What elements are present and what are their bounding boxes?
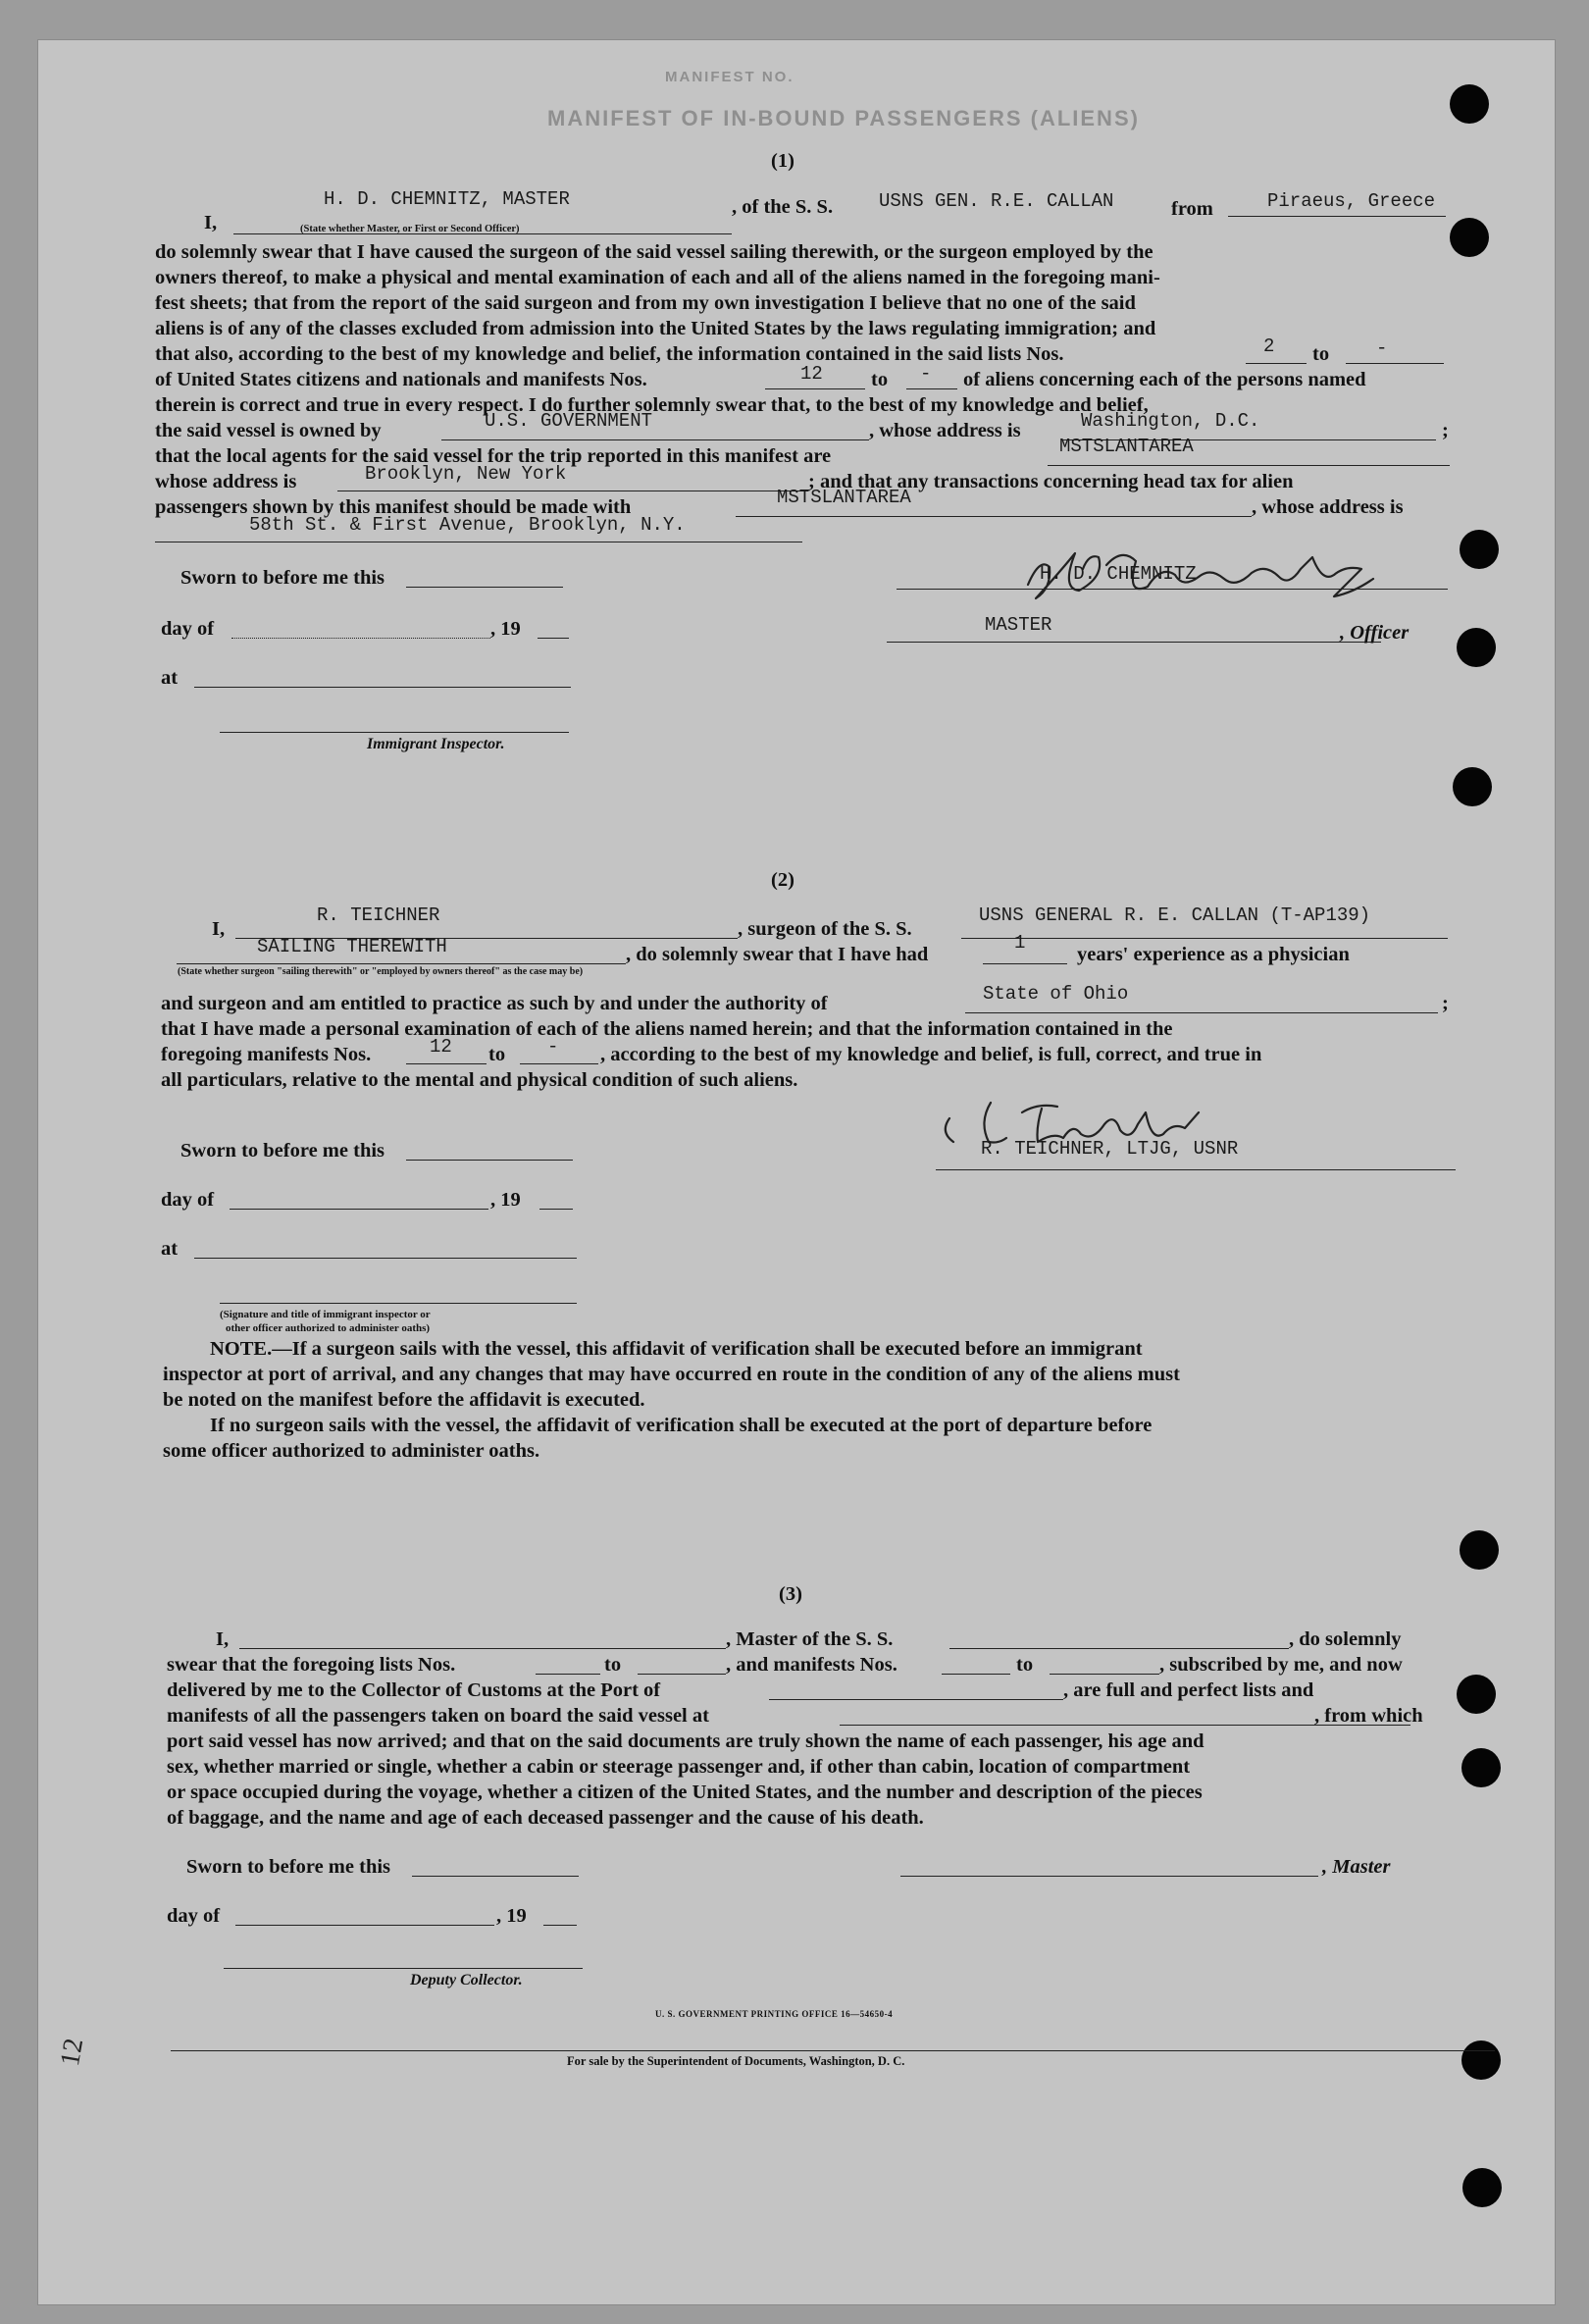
s2-manifests-from-line (406, 1063, 487, 1064)
inspector-label: Immigrant Inspector. (367, 736, 505, 752)
inspector-line (220, 732, 569, 733)
s3-lists-to-line (638, 1674, 726, 1675)
s3-full-perfect: , are full and perfect lists and (1063, 1679, 1314, 1701)
note-line-3: be noted on the manifest before the affidavit is executed. (163, 1389, 645, 1411)
s3-master-of: , Master of the S. S. (726, 1628, 894, 1650)
section-3-i: I, (216, 1628, 230, 1650)
note-para2-line-1: If no surgeon sails with the vessel, the affidavit of verification shall be executed at the port of departure before (210, 1415, 1153, 1436)
s2-sworn-label: Sworn to before me this (180, 1140, 385, 1162)
punch-hole (1461, 2040, 1501, 2080)
agents-line (1048, 465, 1450, 466)
s1-line-7: therein is correct and true in every respect. I do further solemnly swear that, to the best of my knowledge and belief, (155, 394, 1149, 416)
punch-hole (1450, 218, 1489, 257)
s3-solemnly: , do solemnly (1289, 1628, 1402, 1650)
section-1-i: I, (204, 212, 218, 233)
owner-address-label: , whose address is (869, 420, 1021, 441)
s2-inspector-line (220, 1303, 577, 1304)
s1-day-label: day of (161, 618, 215, 640)
surgeon-of-label: , surgeon of the S. S. (738, 918, 912, 940)
ghost-manifest-title: MANIFEST OF IN-BOUND PASSENGERS (ALIENS) (547, 106, 1140, 130)
lists-to-label: to (1312, 343, 1330, 365)
s3-name-line (239, 1648, 726, 1649)
printing-office: U. S. GOVERNMENT PRINTING OFFICE 16—54650-4 (655, 2009, 894, 2019)
s2-line-4a: foregoing manifests Nos. (161, 1044, 372, 1065)
s3-year-label: , 19 (496, 1905, 527, 1927)
s1-line-1: do solemnly swear that I have caused the surgeon of the said vessel sailing therewith, or the surgeon employed by the (155, 241, 1153, 263)
years-line (983, 963, 1067, 964)
officer-title-value: MASTER (985, 614, 1052, 636)
s1-at-line (194, 687, 571, 688)
s3-line-8: of baggage, and the name and age of each deceased passenger and the cause of his death. (167, 1807, 924, 1829)
head-tax-agent-value: MSTSLANTAREA (777, 487, 911, 508)
s2-at-label: at (161, 1238, 179, 1260)
officer-title-line (887, 642, 1381, 643)
lists-to-line (1346, 363, 1444, 364)
section-2-i: I, (212, 918, 226, 940)
owner-value: U.S. GOVERNMENT (485, 410, 653, 432)
s3-manifests-to-line (1050, 1674, 1159, 1675)
s2-day-label: day of (161, 1189, 215, 1211)
s2-sig-note-1: (Signature and title of immigrant inspector or (220, 1309, 431, 1320)
s3-and-manifests: , and manifests Nos. (726, 1654, 897, 1676)
footer-rule (171, 2050, 1495, 2051)
s1-line-2: owners thereof, to make a physical and mental examination of each and all of the aliens named in the foregoing mani- (155, 267, 1160, 288)
punch-hole (1457, 1675, 1496, 1714)
agents-address-value: Brooklyn, New York (365, 463, 567, 485)
surgeon-typed-name: R. TEICHNER, LTJG, USNR (981, 1138, 1239, 1160)
note-para2-line-2: some officer authorized to administer oaths. (163, 1440, 540, 1462)
owner-semicolon: ; (1442, 420, 1449, 441)
s2-line-4b: , according to the best of my knowledge and belief, is full, correct, and true in (600, 1044, 1262, 1065)
manifests-to-line (906, 388, 957, 389)
s3-year-line (543, 1925, 577, 1926)
punch-hole (1462, 2168, 1502, 2207)
officer-label: , Officer (1340, 622, 1410, 644)
s3-day-label: day of (167, 1905, 221, 1927)
s2-sworn-line (406, 1160, 573, 1161)
s3-manifests-from-line (942, 1674, 1010, 1675)
lists-to-value: - (1376, 337, 1388, 359)
s3-lists-from-line (536, 1674, 600, 1675)
punch-hole (1450, 84, 1489, 124)
s1-year-label: , 19 (490, 618, 521, 640)
punch-hole (1453, 767, 1492, 806)
s1-year-line (538, 638, 569, 639)
surgeon-state-note: (State whether surgeon "sailing therewith" or "employed by owners thereof" as the case may be) (178, 966, 584, 977)
sailing-value: SAILING THEREWITH (257, 936, 447, 957)
lists-from-value: 2 (1263, 336, 1275, 357)
for-sale-note: For sale by the Superintendent of Documents, Washington, D. C. (567, 2054, 905, 2068)
margin-mark: 12 (54, 2036, 90, 2069)
s3-line-6: sex, whether married or single, whether a cabin or steerage passenger and, if other than cabin, location of compartment (167, 1756, 1191, 1778)
master-signature-line (897, 589, 1448, 590)
agents-label: that the local agents for the said vessel for the trip reported in this manifest are (155, 445, 832, 467)
agents-value: MSTSLANTAREA (1059, 436, 1194, 457)
punch-hole (1460, 1530, 1499, 1570)
s2-year-line (539, 1209, 573, 1210)
note-label: NOTE. (210, 1338, 273, 1360)
s3-manifests-to-label: to (1016, 1654, 1034, 1676)
master-name-value: H. D. CHEMNITZ, MASTER (324, 188, 570, 210)
s3-lists-to-label: to (604, 1654, 622, 1676)
s3-deputy-label: Deputy Collector. (410, 1972, 523, 1988)
s3-line-5: port said vessel has now arrived; and that on the said documents are truly shown the name of each passenger, his age and (167, 1730, 1205, 1752)
manifests-from-line (765, 388, 865, 389)
agents-address-label: whose address is (155, 471, 297, 492)
swear-label: , do solemnly swear that I have had (626, 944, 929, 965)
head-tax-agent-line (736, 516, 1252, 517)
from-label: from (1171, 198, 1213, 220)
s2-manifests-from-value: 12 (430, 1036, 452, 1058)
of-ss-label: , of the S. S. (732, 196, 834, 218)
s2-manifests-to-value: - (547, 1036, 559, 1058)
sailing-line (177, 963, 626, 964)
s1-at-label: at (161, 667, 179, 689)
s3-day-line (235, 1925, 494, 1926)
s3-sworn-label: Sworn to before me this (186, 1856, 391, 1878)
years-value: 1 (1014, 932, 1026, 954)
authority-value: State of Ohio (983, 983, 1129, 1005)
from-value: Piraeus, Greece (1267, 190, 1436, 212)
manifests-to-label: to (871, 369, 889, 390)
s3-delivered: delivered by me to the Collector of Customs at the Port of (167, 1679, 661, 1701)
s2-sig-note-2: other officer authorized to administer oaths) (226, 1322, 431, 1334)
punch-hole (1461, 1748, 1501, 1787)
s1-line-4: aliens is of any of the classes excluded from admission into the United States by the laws regulating immigration; and (155, 318, 1156, 339)
s1-line-6b: of aliens concerning each of the persons named (963, 369, 1366, 390)
s1-line-6: of United States citizens and nationals and manifests Nos. (155, 369, 647, 390)
manifest-page (37, 39, 1556, 2305)
s2-line-3: that I have made a personal examination of each of the aliens named herein; and that the information contained in the (161, 1018, 1173, 1040)
s3-manifests-all: manifests of all the passengers taken on board the said vessel at (167, 1705, 709, 1727)
head-tax-address-value: 58th St. & First Avenue, Brooklyn, N.Y. (249, 514, 686, 536)
punch-hole (1460, 530, 1499, 569)
section-3-number: (3) (779, 1583, 802, 1605)
s2-at-line (194, 1258, 577, 1259)
punch-hole (1457, 628, 1496, 667)
note-line-2: inspector at port of arrival, and any changes that may have occurred en route in the condition of any of the aliens must (163, 1364, 1180, 1385)
section-2-number: (2) (771, 869, 794, 891)
note-line-1: —If a surgeon sails with the vessel, this affidavit of verification shall be executed before an immigrant (272, 1338, 1143, 1360)
s3-deputy-line (224, 1968, 583, 1969)
s1-line-3: fest sheets; that from the report of the said surgeon and from my own investigation I believe that no one of the said (155, 292, 1136, 314)
s3-line-7: or space occupied during the voyage, whether a citizen of the United States, and the number and description of the pieces (167, 1782, 1203, 1803)
s2-day-line (230, 1209, 488, 1210)
passengers-line: passengers shown by this manifest should be made with (155, 496, 632, 518)
s3-vessel-line (949, 1648, 1289, 1649)
section-1-number: (1) (771, 150, 794, 172)
authority-semicolon: ; (1442, 993, 1449, 1014)
master-state-note: (State whether Master, or First or Second Officer) (300, 224, 520, 234)
s1-line-5: that also, according to the best of my knowledge and belief, the information contained in the said lists Nos. (155, 343, 1064, 365)
owned-label: the said vessel is owned by (155, 420, 382, 441)
s3-port-line (769, 1699, 1063, 1700)
authority-value-line (965, 1012, 1438, 1013)
s3-swear-lists: swear that the foregoing lists Nos. (167, 1654, 456, 1676)
owner-line (441, 439, 869, 440)
manifests-from-value: 12 (800, 363, 823, 385)
s3-master-label: , Master (1322, 1856, 1391, 1878)
surgeon-signature-line (936, 1169, 1456, 1170)
s2-line-5: all particulars, relative to the mental and physical condition of such aliens. (161, 1069, 798, 1091)
from-line (1228, 216, 1446, 217)
s1-sworn-label: Sworn to before me this (180, 567, 385, 589)
ghost-manifest-number: MANIFEST NO. (665, 69, 794, 85)
surgeon-vessel-value: USNS GENERAL R. E. CALLAN (T-AP139) (979, 904, 1371, 926)
years-label: years' experience as a physician (1077, 944, 1350, 965)
vessel-value: USNS GEN. R.E. CALLAN (879, 190, 1114, 212)
s3-from-which: , from which (1314, 1705, 1423, 1727)
surgeon-name-value: R. TEICHNER (317, 904, 440, 926)
s3-subscribed: , subscribed by me, and now (1159, 1654, 1403, 1676)
s2-manifests-to-line (520, 1063, 598, 1064)
surgeon-vessel-line (961, 938, 1448, 939)
owner-address-value: Washington, D.C. (1081, 410, 1260, 432)
lists-from-line (1246, 363, 1307, 364)
s1-day-line (231, 638, 490, 639)
s3-master-line (900, 1876, 1318, 1877)
s1-sworn-line (406, 587, 563, 588)
whose-address-label-2: , whose address is (1252, 496, 1404, 518)
s2-to-label: to (488, 1044, 506, 1065)
master-typed-name: H. D. CHEMNITZ (1040, 563, 1197, 585)
head-tax-label: ; and that any transactions concerning head tax for alien (808, 471, 1294, 492)
s3-sworn-line (412, 1876, 579, 1877)
manifests-to-value: - (920, 363, 932, 385)
authority-line: and surgeon and am entitled to practice as such by and under the authority of (161, 993, 828, 1014)
s2-year-label: , 19 (490, 1189, 521, 1211)
